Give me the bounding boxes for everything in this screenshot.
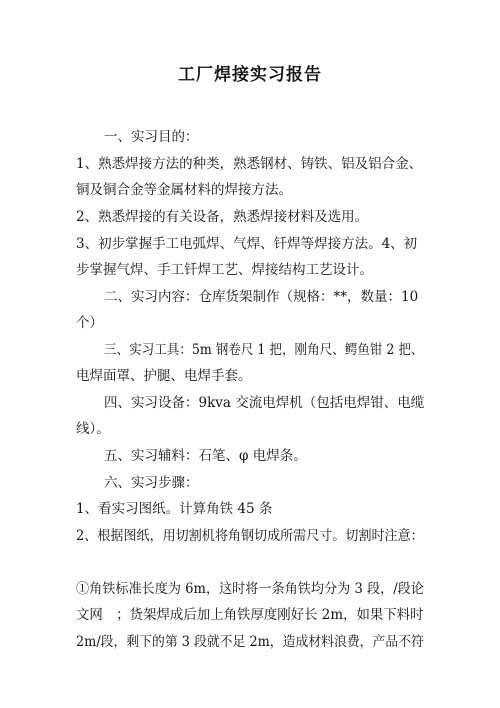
text-line: 二、实习内容：仓库货架制作（规格：**，数量：10 [104,289,419,305]
text-line: 2、根据图纸，用切割机将角钢切成所需尺寸。切割时注意： [76,528,424,544]
text-line: 文网 ；货架焊成后加上角铁厚度刚好长 2m，如果下料时 [76,607,424,623]
text-line: 三、实习工具：5m 钢卷尺 1 把，刚角尺、鳄鱼钳 2 把、 [104,342,424,358]
text-line: 一、实习目的： [104,129,199,145]
text-line: 电焊面罩、护腿、电焊手套。 [76,368,252,384]
text-line: ①角铁标准长度为 6m，这时将一条角铁均分为 3 段，/段论 [76,581,424,597]
text-line: 1、看实习图纸。计算角铁 45 条 [76,501,273,517]
text-line: 四、实习设备：9kva 交流电焊机（包括电焊钳、电缆 [104,395,425,411]
text-line: 3、初步掌握手工电弧焊、气焊、钎焊等焊接方法。4、初 [76,236,418,252]
page-title: 工厂焊接实习报告 [178,65,322,85]
text-line: 2m/段，剩下的第 3 段就不足 2m，造成材料浪费，产品不符 [76,634,424,650]
text-line: 1、熟悉焊接方法的种类，熟悉钢材、铸铁、铝及铝合金、 [76,156,423,172]
text-line: 个） [76,315,103,331]
text-line: 五、实习辅料：石笔、φ 电焊条。 [104,448,307,464]
text-line: 步掌握气焊、手工钎焊工艺、焊接结构工艺设计。 [76,262,373,278]
text-line: 六、实习步骤： [104,475,199,491]
text-line: 铜及铜合金等金属材料的焊接方法。 [76,182,292,198]
text-line: 2、熟悉焊接的有关设备，熟悉焊接材料及选用。 [76,209,369,225]
text-line: 线）。 [76,421,110,437]
